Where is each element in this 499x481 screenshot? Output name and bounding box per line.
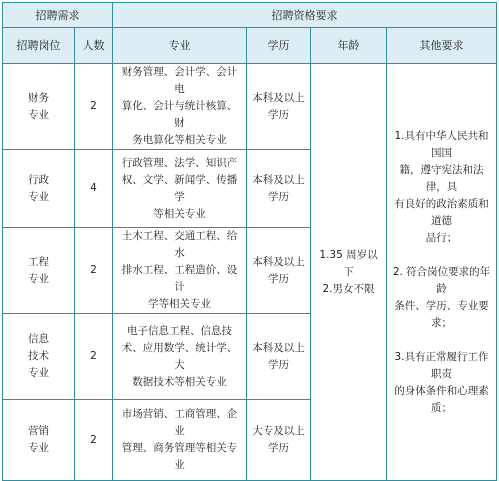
position-text: 专业 [28, 272, 49, 285]
table-row [3, 64, 497, 150]
other-requirement-line: 品行； [425, 231, 458, 244]
education-text: 学历 [268, 190, 289, 203]
count-cell: 2 [75, 314, 113, 400]
other-requirement-line: 条件、学历、专业要求； [394, 299, 489, 329]
major-text: 土木工程、交通工程、给水 [121, 230, 238, 259]
position-text: 专业 [28, 108, 49, 121]
column-header-education: 学历 [247, 28, 311, 64]
education-cell [247, 64, 311, 150]
age-requirement: 1.35 周岁以下 [319, 248, 378, 278]
education-text: 学历 [268, 272, 289, 285]
major-text: 市场营销、工商管理、企业 [121, 408, 238, 437]
education-cell [247, 400, 311, 481]
position-text: 信息 [28, 333, 49, 345]
count-cell: 2 [75, 64, 113, 150]
position-cell [3, 228, 75, 314]
major-cell [113, 150, 247, 228]
header-qualification-requirements: 招聘资格要求 [113, 3, 497, 28]
count-cell: 2 [75, 228, 113, 314]
major-text: 行政管理、法学、知识产 [121, 156, 238, 169]
other-requirement-line: 3.具有正常履行工作职责 [394, 350, 489, 380]
education-text: 本科及以上 [252, 255, 305, 268]
major-text: 财务管理、会计学、会计电 [121, 66, 238, 95]
major-text: 学等相关专业 [148, 298, 211, 310]
header-recruitment-demand: 招聘需求 [3, 3, 113, 28]
other-requirement-line: 籍，遵守宪法和法律，具 [399, 163, 484, 193]
education-cell [247, 228, 311, 314]
major-text: 数据技术等相关专业 [132, 375, 227, 388]
column-header-age: 年龄 [311, 28, 387, 64]
major-text: 管理、商务管理等相关专业 [121, 442, 238, 471]
recruitment-table [2, 2, 497, 481]
major-cell [113, 228, 247, 314]
column-header-position: 招聘岗位 [3, 28, 75, 64]
position-cell [3, 400, 75, 481]
other-requirement-1 [391, 128, 492, 247]
position-cell [3, 64, 75, 150]
count-cell: 4 [75, 150, 113, 228]
education-text: 本科及以上 [252, 91, 305, 104]
count-cell: 2 [75, 400, 113, 481]
age-cell [311, 64, 387, 481]
major-cell [113, 64, 247, 150]
major-text: 等相关专业 [153, 207, 206, 220]
education-cell [247, 314, 311, 400]
education-text: 本科及以上 [252, 341, 305, 354]
education-text: 本科及以上 [252, 173, 305, 186]
major-cell [113, 400, 247, 481]
education-text: 学历 [268, 358, 289, 371]
position-cell [3, 314, 75, 400]
position-text: 专业 [28, 190, 49, 203]
other-requirement-line: 2. 符合岗位要求的年龄 [392, 265, 491, 295]
position-text: 技术 [28, 350, 49, 362]
position-text: 营销 [28, 425, 49, 437]
major-text: 术、应用数学、统计学、大 [121, 341, 238, 371]
other-requirement-line: 有良好的政治素质和道德 [394, 197, 489, 227]
major-text: 权、文学、新闻学、传播学 [121, 173, 238, 203]
education-cell [247, 150, 311, 228]
position-text: 工程 [28, 255, 49, 268]
column-header-other: 其他要求 [387, 28, 497, 64]
other-requirement-3 [391, 349, 492, 417]
education-text: 大专及以上 [252, 425, 305, 437]
other-requirement-line: 的身体条件和心理素质； [394, 384, 489, 414]
position-text: 专业 [28, 442, 49, 454]
position-text: 专业 [28, 367, 49, 379]
other-requirement-2 [391, 264, 492, 332]
age-requirement: 2.男女不限 [322, 282, 375, 295]
major-text: 算化、会计与统计核算、财 [121, 100, 238, 129]
education-text: 学历 [268, 442, 289, 454]
major-text: 排水工程、工程造价、设计 [121, 264, 238, 293]
position-cell [3, 150, 75, 228]
position-text: 行政 [28, 173, 49, 186]
major-cell [113, 314, 247, 400]
major-text: 电子信息工程、信息技 [127, 324, 232, 337]
position-text: 财务 [28, 91, 49, 104]
other-requirement-line: 1.具有中华人民共和国国 [394, 129, 489, 159]
other-requirements-cell [387, 64, 497, 481]
column-header-major: 专业 [113, 28, 247, 64]
major-text: 务电算化等相关专业 [132, 134, 227, 146]
education-text: 学历 [268, 108, 289, 121]
column-header-count: 人数 [75, 28, 113, 64]
